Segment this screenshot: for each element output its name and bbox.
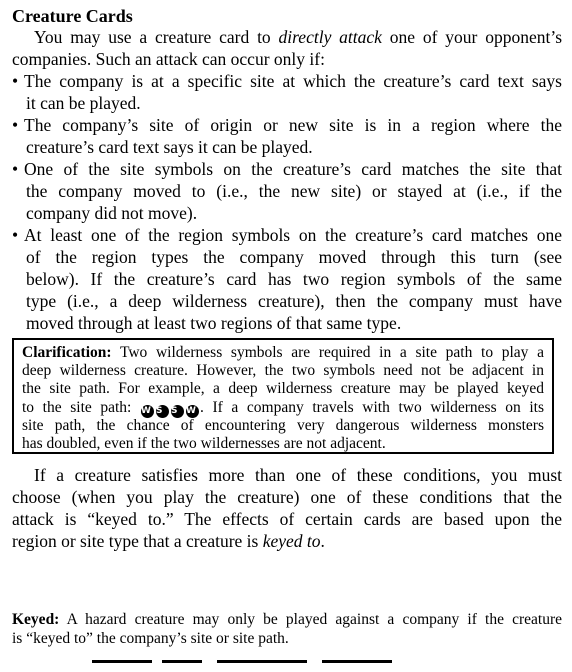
italic-text: keyed to — [262, 531, 321, 551]
italic-text: directly attack — [278, 27, 382, 47]
text-run: it can be played. — [26, 93, 141, 113]
bullet-icon: • — [12, 71, 19, 91]
paragraph-line: If a creature satisfies more than one of these conditions, you must — [34, 465, 562, 485]
bullet-icon: • — [12, 159, 19, 179]
bullet-line: moved through at least two regions of that same type. — [26, 313, 402, 333]
bullet-line — [12, 224, 562, 246]
bullet-line: of the region types the company moved through this turn (see — [26, 247, 562, 267]
text-run: . — [320, 531, 325, 551]
text-run: The company is at a specific site at which the creature’s card text says — [24, 71, 562, 91]
paragraph-line: attack is “keyed to.” The effects of certain cards are based upon the — [12, 509, 562, 529]
clarification-line — [22, 399, 544, 417]
text-run: You may use a creature card to — [34, 27, 279, 47]
text-fragment — [322, 660, 392, 663]
shadow-land-symbol-icon: S — [156, 405, 169, 418]
text-run: one of your opponent’s — [381, 27, 563, 47]
clarification-line: deep wilderness creature. However, the two symbols need not be adjacent in — [22, 362, 544, 380]
creature-rules-body — [12, 26, 562, 334]
text-run: At least one of the region symbols on the creature’s card matches one — [24, 225, 562, 245]
bullet-line: creature’s card text says it can be played. — [26, 137, 313, 157]
text-fragment — [92, 660, 152, 663]
paragraph-line: companies. Such an attack can occur only if: — [12, 49, 325, 69]
text-fragment — [162, 660, 202, 663]
bullet-line — [12, 70, 562, 92]
text-run: A hazard creature may only be played against a company if the creature — [59, 611, 562, 628]
clarification-label: Clarification: — [22, 344, 112, 361]
keyed-line: is “keyed to” the company’s site or site path. — [12, 630, 289, 647]
text-fragment — [217, 660, 307, 663]
bullet-icon: • — [12, 115, 19, 135]
keyed-explanation — [12, 464, 562, 552]
bullet-line: the company moved to (i.e., the new site) or stayed at (i.e., if the — [26, 181, 562, 201]
section-heading: Creature Cards — [12, 6, 133, 26]
bullet-icon: • — [12, 225, 19, 245]
keyed-label: Keyed: — [12, 611, 60, 628]
wilderness-symbol-icon: W — [141, 405, 154, 418]
text-run: The company’s site of origin or new site is in a region where the — [24, 115, 562, 135]
text-run: Two wilderness symbols are required in a site path to play a — [111, 344, 544, 361]
keyed-definition — [12, 610, 562, 648]
bullet-line — [12, 158, 562, 180]
paragraph-line — [12, 530, 562, 552]
clarification-line — [22, 344, 544, 362]
bullet-line — [12, 114, 562, 136]
clarification-line: has doubled, even if the two wildernesses are not adjacent. — [22, 434, 386, 452]
wilderness-symbol-icon: W — [186, 405, 199, 418]
clarification-line: site path, the chance of encountering very dangerous wilderness monsters — [22, 416, 544, 434]
text-run: to the site path: — [22, 398, 140, 416]
cropped-text-fragment — [12, 650, 572, 672]
bullet-line: type (i.e., a deep wilderness creature), then the company must have — [26, 291, 562, 311]
text-run: region or site type that a creature is — [12, 531, 263, 551]
clarification-line: the site path. For example, a deep wilderness creature may be played keyed — [22, 380, 544, 398]
bullet-line — [12, 92, 562, 114]
text-run: . If a company travels with two wilderness on its — [199, 398, 544, 416]
keyed-line — [12, 610, 562, 629]
paragraph-line: choose (when you play the creature) one of these conditions that the — [12, 487, 562, 507]
text-run: One of the site symbols on the creature’s card matches the site that — [24, 159, 562, 179]
bullet-line: company did not move). — [26, 203, 198, 223]
shadow-land-symbol-icon: S — [171, 405, 184, 418]
paragraph-line — [12, 26, 562, 48]
bullet-line: below). If the creature’s card has two region symbols of the same — [26, 269, 562, 289]
clarification-box — [12, 338, 554, 454]
